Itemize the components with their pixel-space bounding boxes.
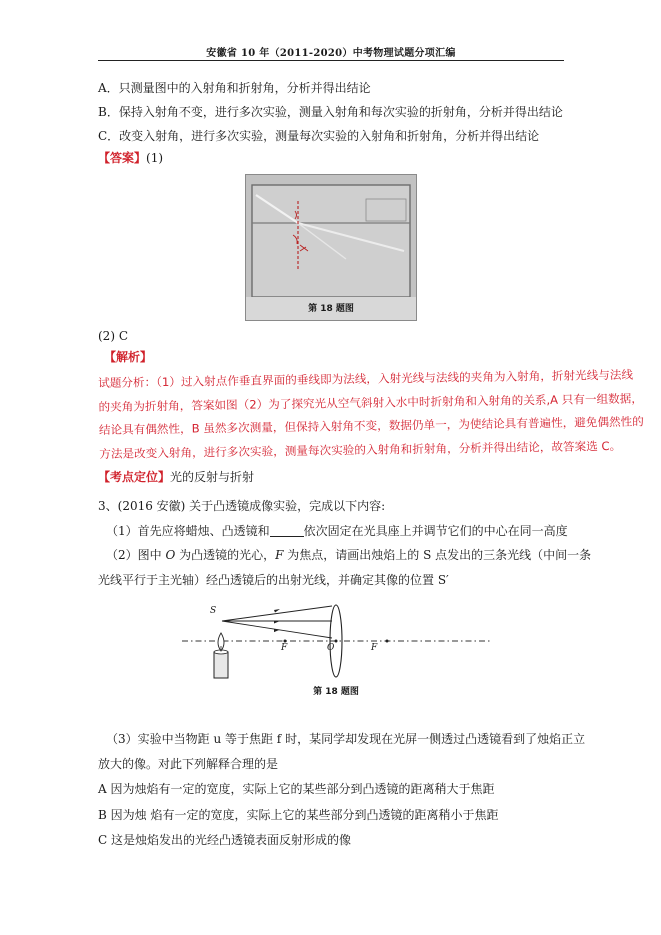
kaodian-text: 光的反射与折射	[170, 470, 255, 484]
q3-part1-a: （1）首先应将蜡烛、凸透镜和	[106, 524, 270, 538]
q3-p2-a: （2）图中	[106, 548, 166, 562]
analysis-line-3: 结论具有偶然性，B 虽然多次测量，但保持入射角不变，数据仍单一，为使结论具有普遍性，避免偶然性的	[98, 414, 644, 437]
label-F-left: F	[281, 643, 288, 653]
candle-body	[214, 652, 228, 678]
q3-p2-b: 为凸透镜的光心，	[175, 548, 276, 562]
figure1-caption: 第 18 题图	[308, 304, 354, 314]
answer-blank	[270, 526, 304, 537]
q3-part3-line1: （3）实验中当物距 u 等于焦距 f 时，某同学却发现在光屏一侧透过凸透镜看到了烛焰正立	[106, 732, 586, 746]
analysis-line-2: 的夹角为折射角，答案如图（2）为了探究光从空气斜射入水中时折射角和入射角的关系,A 只有一组数据，	[98, 390, 643, 414]
analysis-line-4: 方法是改变入射角，进行多次实验，测量每次实验的入射角和折射角，分析并得出结论，故答案选 C。	[99, 438, 622, 461]
q3-part2-line2: 光线平行于主光轴）经凸透镜后的出射光线，并确定其像的位置 S′	[98, 573, 449, 587]
header-rule	[98, 60, 564, 61]
q3-option-c: C 这是烛焰发出的光经凸透镜表面反射形成的像	[98, 833, 351, 847]
kaodian-tag: 【考点定位】	[98, 470, 171, 484]
answer-line	[98, 150, 163, 166]
analysis-block	[98, 364, 644, 466]
q3-p2-O: O	[165, 548, 176, 562]
option-c-prev: C．改变入射角，进行多次实验，测量每次实验的入射角和折射角，分析并得出结论	[98, 129, 540, 143]
q3-part2-line1	[106, 547, 591, 563]
label-F-right: F	[371, 643, 378, 653]
figure2-caption: 第 18 题图	[313, 687, 359, 697]
q3-part3-line2: 放大的像。对此下列解释合理的是	[98, 757, 279, 771]
answer-part2: (2) C	[98, 329, 128, 343]
answer-tag: 【答案】	[98, 151, 147, 165]
option-b-prev: B．保持入射角不变，进行多次实验，测量入射角和每次实验的折射角，分析并得出结论	[98, 105, 563, 119]
focus-right	[386, 640, 389, 643]
kaodian-line	[98, 469, 254, 485]
ray-arrows	[274, 609, 280, 632]
q3-part1-b: 依次固定在光具座上并调节它们的中心在同一高度	[303, 524, 568, 538]
q3-p2-c: 为焦点，请画出烛焰上的 S 点发出的三条光线（中间一条	[283, 548, 592, 562]
q3-stem: 3、(2016 安徽) 关于凸透镜成像实验，完成以下内容:	[98, 499, 386, 513]
q3-option-a: A 因为烛焰有一定的宽度，实际上它的某些部分到凸透镜的距离稍大于焦距	[98, 782, 495, 796]
ray-top	[222, 606, 332, 621]
figure-convex-lens	[176, 600, 496, 700]
q3-option-b: B 因为烛 焰有一定的宽度，实际上它的某些部分到凸透镜的距离稍小于焦距	[98, 808, 499, 822]
q3-p2-F: F	[275, 548, 284, 562]
optical-center	[335, 640, 338, 643]
analysis-line-1: 试题分析：（1）过入射点作垂直界面的垂线即为法线，入射光线与法线的夹角为入射角，折射光线与法线	[98, 367, 634, 390]
answer-part1: (1)	[146, 151, 164, 165]
q3-part1	[106, 523, 568, 539]
label-O: O	[327, 643, 335, 653]
refraction-photo-drawing	[246, 175, 416, 320]
option-a-prev: A．只测量图中的入射角和折射角，分析并得出结论	[98, 81, 371, 95]
label-S: S	[210, 606, 217, 616]
page-header: 安徽省 10 年（2011-2020）中考物理试题分项汇编	[206, 48, 456, 59]
figure-refraction-photo	[245, 174, 417, 321]
analysis-tag: 【解析】	[104, 350, 153, 364]
